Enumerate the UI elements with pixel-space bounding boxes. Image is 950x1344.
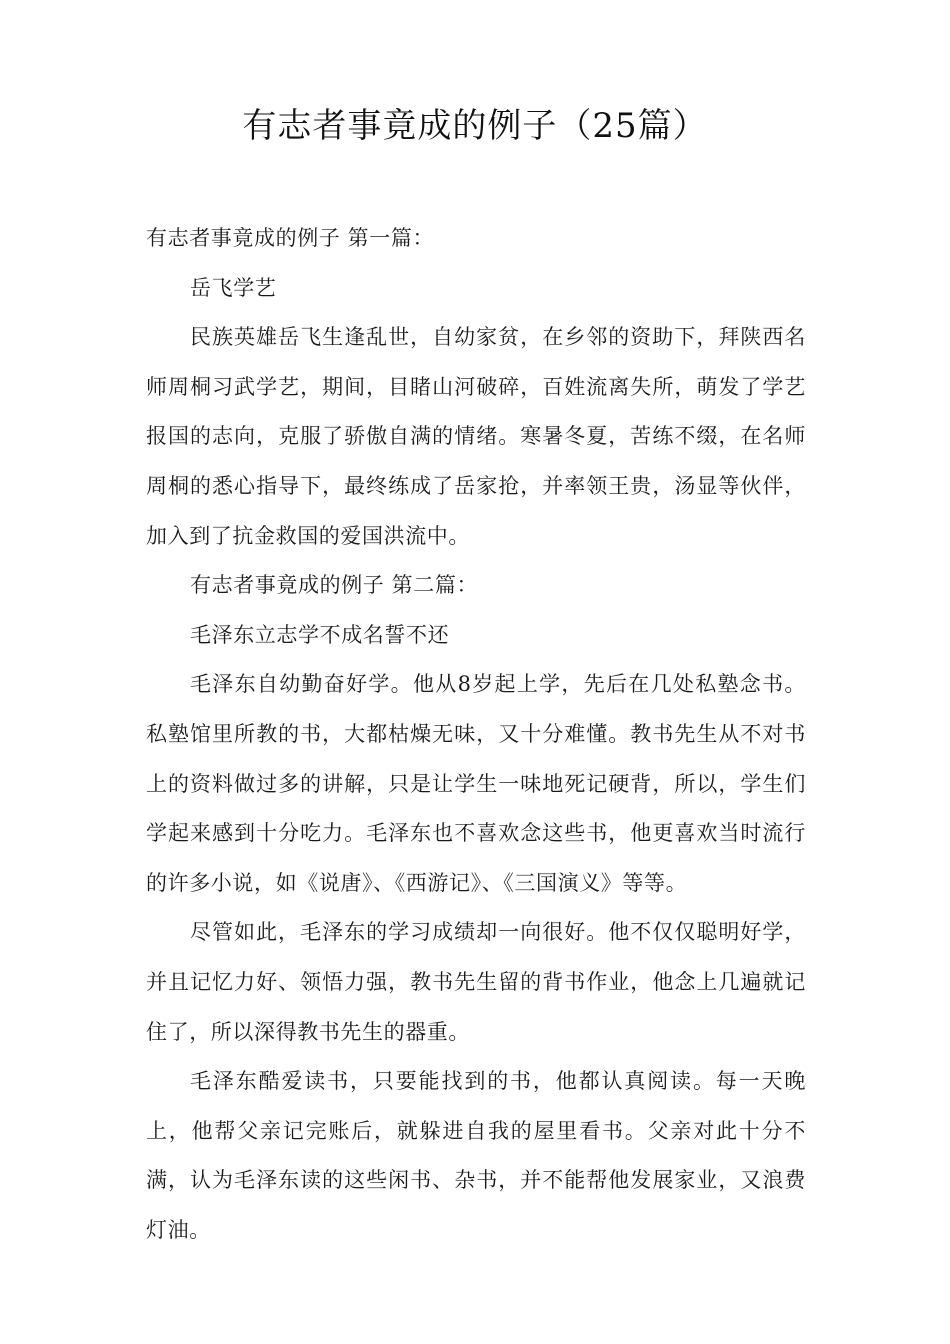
story-title-1: 岳飞学艺: [190, 275, 277, 300]
story-paragraph-1: 民族英雄岳飞生逢乱世，自幼家贫，在乡邻的资助下，拜陕西名师周桐习武学艺，期间，目睹山河破碎，百姓流离失所，萌发了学艺报国的志向，克服了骄傲自满的情绪。寒暑冬夏，苦练不缀，在名师周桐的悉心指导下，最终练成了岳家抢，并率领王贵，汤显等伙伴，加入到了抗金救国的爱国洪流中。: [146, 325, 806, 548]
section-heading-2: 有志者事竟成的例子 第二篇：: [190, 573, 479, 598]
document-title: 有志者事竟成的例子（25篇）: [242, 106, 708, 146]
story-title-2: 毛泽东立志学不成名誓不还: [190, 622, 450, 647]
story-paragraph-2: 毛泽东自幼勤奋好学。他从8岁起上学，先后在几处私塾念书。私塾馆里所教的书，大都枯燥无味，又十分难懂。教书先生从不对书上的资料做过多的讲解，只是让学生一味地死记硬背，所以，学生们学起来感到十分吃力。毛泽东也不喜欢念这些书，他更喜欢当时流行的许多小说，如《说唐》、《西游记》、《三国演义》等等。: [146, 672, 806, 895]
document-body: [146, 214, 806, 1255]
story-paragraph-3: 尽管如此，毛泽东的学习成绩却一向很好。他不仅仅聪明好学，并且记忆力好、领悟力强，教书先生留的背书作业，他念上几遍就记住了，所以深得教书先生的器重。: [146, 920, 806, 1044]
section-heading-1: 有志者事竟成的例子 第一篇：: [146, 226, 435, 250]
story-paragraph-4: 毛泽东酷爱读书，只要能找到的书，他都认真阅读。每一天晚上，他帮父亲记完账后，就躲进自我的屋里看书。父亲对此十分不满，认为毛泽东读的这些闲书、杂书，并不能帮他发展家业，又浪费灯油。: [146, 1069, 806, 1242]
